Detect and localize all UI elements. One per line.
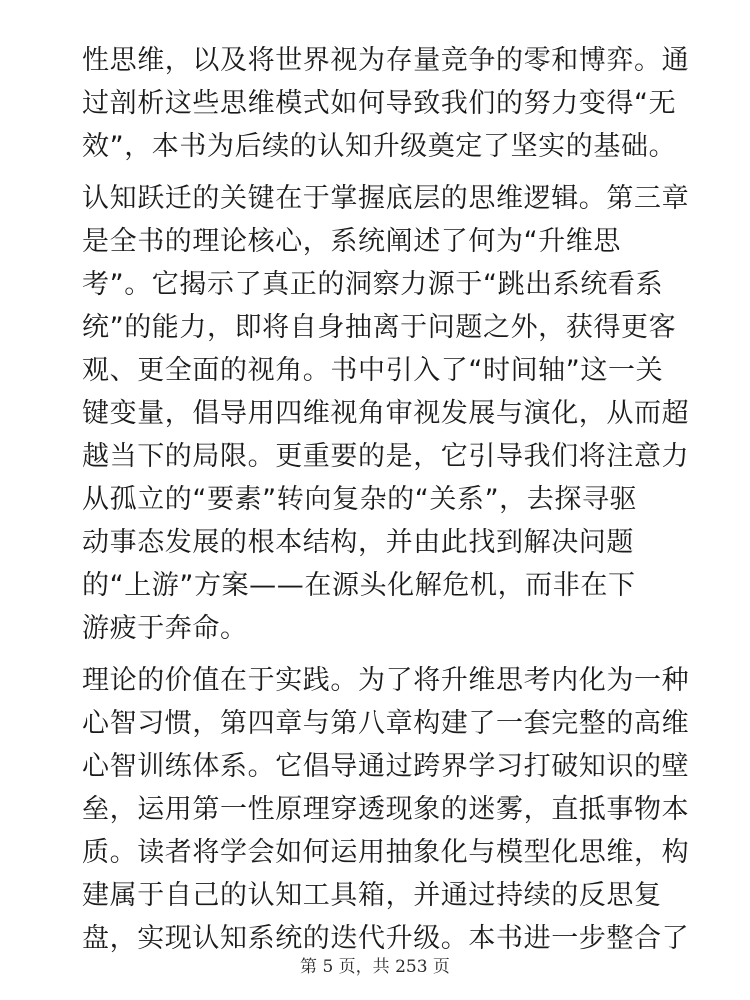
paragraph-spacer bbox=[82, 650, 682, 659]
text-line: 心智训练体系。它倡导通过跨界学习打破知识的壁 bbox=[82, 751, 690, 782]
paragraph-spacer bbox=[82, 168, 682, 177]
body-text bbox=[82, 39, 690, 960]
text-line: 盘，实现认知系统的迭代升级。本书进一步整合了 bbox=[82, 923, 690, 954]
text-line: 效”，本书为后续的认知升级奠定了坚实的基础。 bbox=[82, 131, 677, 162]
paragraph-2 bbox=[82, 177, 690, 650]
text-line: 性思维，以及将世界视为存量竞争的零和博弈。通 bbox=[82, 45, 690, 76]
text-line: 建属于自己的认知工具箱，并通过持续的反思复 bbox=[82, 880, 662, 911]
text-line: 认知跃迁的关键在于掌握底层的思维逻辑。第三章 bbox=[82, 183, 690, 214]
page-number-footer: 第 5 页，共 253 页 bbox=[300, 957, 450, 977]
text-line: 理论的价值在于实践。为了将升维思考内化为一种 bbox=[82, 665, 690, 696]
text-line: 考”。它揭示了真正的洞察力源于“跳出系统看系 bbox=[82, 269, 664, 300]
text-line: 动事态发展的根本结构，并由此找到解决问题 bbox=[82, 527, 634, 558]
text-line: 从孤立的“要素”转向复杂的“关系”，去探寻驱 bbox=[82, 484, 638, 515]
text-line: 是全书的理论核心，系统阐述了何为“升维思 bbox=[82, 226, 621, 257]
text-line: 心智习惯，第四章与第八章构建了一套完整的高维 bbox=[82, 708, 690, 739]
text-line: 垒，运用第一性原理穿透现象的迷雾，直抵事物本 bbox=[82, 794, 690, 825]
text-line: 越当下的局限。更重要的是，它引导我们将注意力 bbox=[82, 441, 690, 472]
text-line: 过剖析这些思维模式如何导致我们的努力变得“无 bbox=[82, 88, 677, 119]
text-line: 游疲于奔命。 bbox=[82, 613, 248, 644]
paragraph-3 bbox=[82, 659, 690, 960]
text-line: 的“上游”方案——在源头化解危机，而非在下 bbox=[82, 570, 636, 601]
text-line: 质。读者将学会如何运用抽象化与模型化思维，构 bbox=[82, 837, 690, 868]
paragraph-1 bbox=[82, 39, 690, 168]
text-line: 统”的能力，即将自身抽离于问题之外，获得更客 bbox=[82, 312, 677, 343]
text-line: 键变量，倡导用四维视角审视发展与演化，从而超 bbox=[82, 398, 690, 429]
text-line: 观、更全面的视角。书中引入了“时间轴”这一关 bbox=[82, 355, 664, 386]
